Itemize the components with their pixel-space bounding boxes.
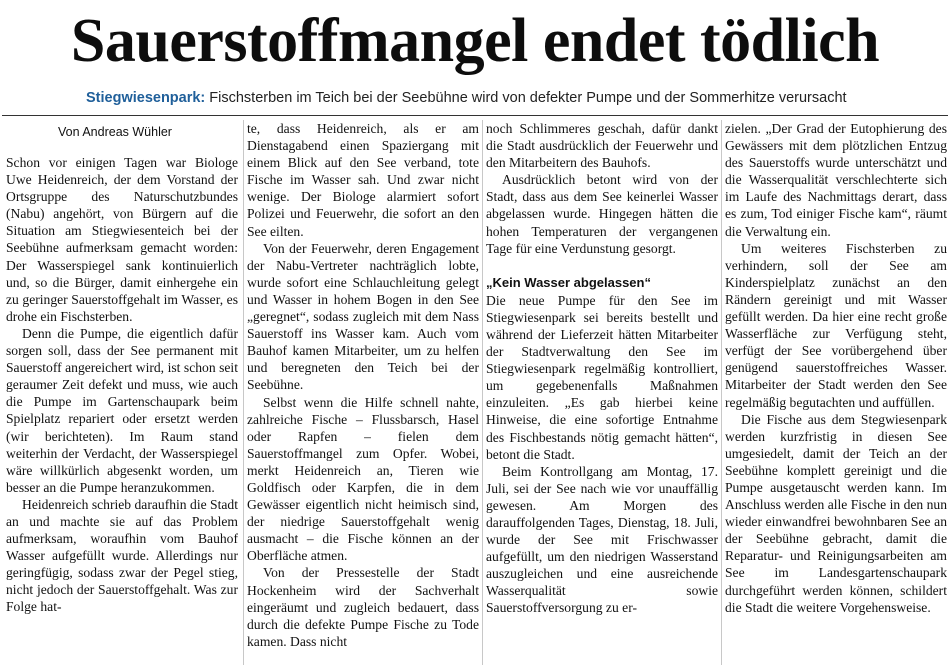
byline: Von Andreas Wühler <box>58 125 172 139</box>
paragraph: Von der Feuerwehr, deren Engagement der Nabu-Vertreter nachträglich lobte, wurde sofort eine Schlauchleitung gelegt und Wasser in hohem Bogen in den See „geregnet“, sodass zugleich mit dem Nass Sauerstoff ins Wasser kam. Auch vom Bauhof kamen Mitarbeiter, um zu helfen und beregneten den Teich bei der Seebühne. <box>247 240 479 393</box>
paragraph: Die Fische aus dem Stegwiesenpark werden kurzfristig in diesen See umgesiedelt, damit der Teich an der Seebühne komplett gereinigt und die Pumpe ausgetauscht werden kann. Im Anschluss werden alle Fische in den nun wieder einwandfrei bewohnbaren See an der Seebühne gebracht, damit die Reparatur- und Reinigungsarbeiten am See im Landesgartenschaupark durchgeführt werden können, schildert die Stadt die weitere Vorgehensweise. <box>725 411 947 615</box>
header-rule <box>2 115 948 116</box>
article-column-4 <box>725 120 947 665</box>
paragraph: Denn die Pumpe, die eigentlich dafür sorgen soll, dass der See permanent mit Sauerstoff angereichert wird, ist schon seit geraumer Zeit defekt und muss, wie auch die Pumpe im Gartenschaupark beim Spielplatz repariert oder ersetzt werden (wir berichteten). Im Raum stand weiterhin der Verdacht, der Wasserspiegel wäre willkürlich abgesenkt worden, um besser an die Pumpe heranzukommen. <box>6 325 238 495</box>
subline-text: Fischsterben im Teich bei der Seebühne wird von defekter Pumpe und der Sommerhitze verursacht <box>205 90 847 106</box>
paragraph: te, dass Heidenreich, als er am Dienstagabend einen Spaziergang mit einem Blick auf den See verband, tote Fische im Wasser sah. Und zwar nicht wenige. Der Biologe alarmiert sofort Polizei und Feuerwehr, die sofort an den See eilten. <box>247 121 479 239</box>
crosshead: „Kein Wasser abgelassen“ <box>486 274 651 290</box>
paragraph: Um weiteres Fischsterben zu verhindern, soll der See am Kinderspielplatz zunächst an den Rändern gereinigt und mit Wasser gefüllt werden. Da hier eine recht große Wasserfläche zur Verfügung steht, verfügt der See vorübergehend über genügend sauerstoffreiches Wasser. Mitarbeiter der Stadt werden den See regelmäßig begutachten und auffüllen. <box>725 240 947 410</box>
paragraph: Beim Kontrollgang am Montag, 17. Juli, sei der See nach wie vor unauffällig gewesen. Am Morgen des darauffolgenden Tages, Dienstag, 18. Juli, wurde der See mit Frischwasser aufgefüllt, um den niedrigen Wasserstand auszugleichen und eine ausreichende Wasserqualität sowie Sauerstoffversorgung zu er- <box>486 463 718 616</box>
article-column-2 <box>247 120 479 665</box>
subline-kicker: Stiegwiesenpark: <box>86 90 206 106</box>
paragraph: Heidenreich schrieb daraufhin die Stadt an und machte sie auf das Problem aufmerksam, woraufhin vom Bauhof Wasser aufgefüllt wurde. Allerdings nur geringfügig, sodass zwar der Pegel stieg, nicht jedoch der Sauerstoffgehalt. Was zur Folge hat- <box>6 496 238 615</box>
article-column-1 <box>6 120 238 665</box>
article-column-3 <box>486 120 718 665</box>
paragraph: Von der Pressestelle der Stadt Hockenheim wird der Sachverhalt eingeräumt und zugleich bedauert, dass durch die defekte Pumpe Fische zu Tode kamen. Dass nicht <box>247 565 479 649</box>
subline <box>86 88 946 108</box>
paragraph: Ausdrücklich betont wird von der Stadt, dass aus dem See keinerlei Wasser abgelassen wurde. Hingegen hätten die hohen Temperaturen der vergangenen Tage für eine Verdunstung gesorgt. <box>486 172 718 256</box>
column-divider <box>482 120 483 665</box>
paragraph: zielen. „Der Grad der Eutophierung des Gewässers mit dem plötzlichen Entzug des Sauerstoffs wurde unterschätzt und die Wasserqualität verschlechterte sich im Laufe des Nachmittags derart, dass es zum, Tod einiger Fische kam“, räumt die Verwaltung ein. <box>725 121 947 239</box>
paragraph: Die neue Pumpe für den See im Stiegwiesenpark sei bereits bestellt und während der Lieferzeit hätten Mitarbeiter der Stadtverwaltung den See im Stiegwiesenpark regelmäßig kontrolliert, um gegebenenfalls Maßnahmen einzuleiten. „Es gab hierbei keine Hinweise, die eine sofortige Entnahme des Fischbestands nötig gemacht hätten“, betont die Stadt. <box>486 292 718 462</box>
paragraph: noch Schlimmeres geschah, dafür dankt die Stadt ausdrücklich der Feuerwehr und den Mitarbeitern des Bauhofs. <box>486 121 718 171</box>
paragraph: Selbst wenn die Hilfe schnell nahte, zahlreiche Fische – Flussbarsch, Hasel oder Rapfen – fielen dem Sauerstoffmangel zum Opfer. Wobei, merkt Heidenreich an, Tieren wie Goldfisch oder Karpfen, die in dem Gewässer eigentlich nicht heimisch sind, der niedrige Sauerstoffgehalt wenig ausmacht – die Fische können an der Oberfläche atmen. <box>247 394 479 564</box>
headline: Sauerstoffmangel endet tödlich <box>70 7 880 75</box>
column-divider <box>243 120 244 665</box>
column-divider <box>721 120 722 665</box>
paragraph: Schon vor einigen Tagen war Biologe Uwe Heidenreich, der dem Vorstand der Ortsgruppe des Naturschutzbundes (Nabu) angehört, von Bürgern auf die Situation am Stiegwiesenteich bei der Seebühne aufmerksam gemacht worden: Der Wasserspiegel sank kontinuierlich und, so die Bürger, damit einhergehe ein zu geringer Sauerstoffgehalt im Wasser, es drohe ein Fischsterben. <box>6 155 238 324</box>
